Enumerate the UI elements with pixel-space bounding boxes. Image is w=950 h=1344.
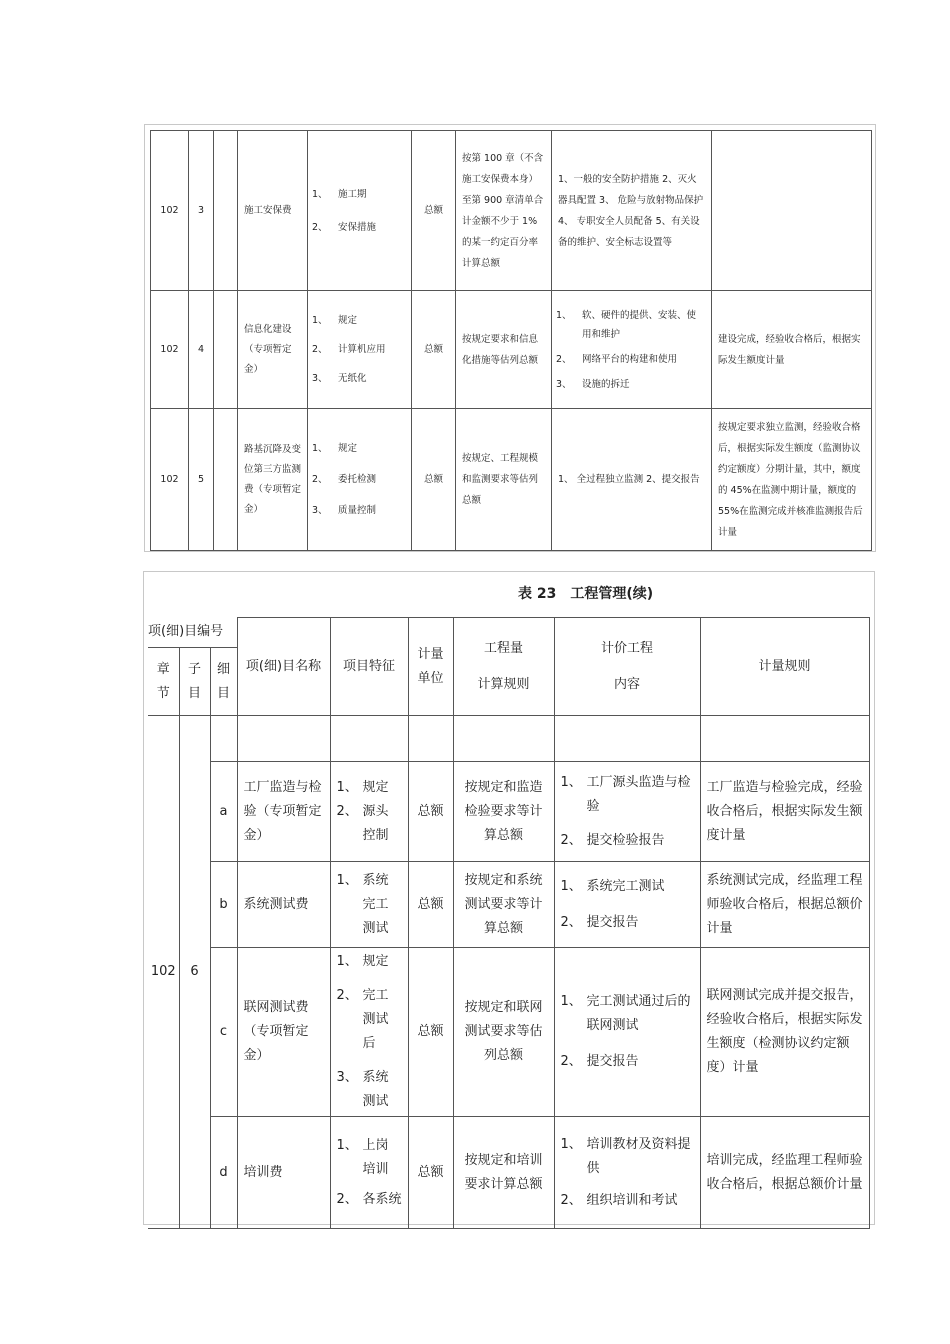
qty-rule-cell: 按规定和联网测试要求等估列总额	[453, 948, 554, 1117]
blank-cell	[237, 716, 330, 762]
unit-cell: 总额	[412, 131, 456, 291]
blank-cell	[408, 716, 453, 762]
blank-cell	[330, 716, 408, 762]
measure-rule-cell: 培训完成，经监理工程师验收合格后，根据总额价计量	[700, 1117, 869, 1229]
qty-rule-cell: 按规定和系统测试要求等计算总额	[453, 862, 554, 948]
work-item: 1、 软、硬件的提供、安装、使用和维护	[556, 309, 697, 340]
table-caption: 表 23 工程管理(续)	[518, 586, 654, 602]
work-item: 2、 提交报告	[560, 914, 639, 930]
measure-rule-cell: 系统测试完成，经监理工程师验收合格后，根据总额价计量	[700, 862, 869, 948]
features-cell	[330, 762, 408, 862]
chapter-cell: 102	[151, 131, 189, 291]
measure-rule-cell: 工厂监造与检验完成，经验收合格后，根据实际发生额度计量	[700, 762, 869, 862]
features-cell	[308, 291, 412, 409]
feature-item: 3、 无纸化	[312, 373, 367, 384]
feature-item: 2、 安保措施	[312, 221, 377, 233]
table-row	[151, 409, 872, 551]
work-content-cell	[554, 762, 700, 862]
unit-cell: 总额	[408, 948, 453, 1117]
work-content-header: 计价工程 内容	[554, 618, 700, 716]
blank-cell	[453, 716, 554, 762]
detail-header: 细目	[210, 648, 237, 716]
name-cell: 路基沉降及变位第三方监测费（专项暂定金）	[238, 409, 308, 551]
work-item: 1、 完工测试通过后的联网测试	[560, 994, 691, 1033]
work-item: 3、 设施的拆迁	[556, 378, 630, 390]
qty-rule-cell: 按第 100 章（不含施工安保费本身）至第 900 章清单合计金额不少于 1%的某一约定百分率计算总额	[456, 131, 552, 291]
qty-rule-header: 工程量 计算规则	[453, 618, 554, 716]
feature-item: 1、 上岗培训	[336, 1137, 389, 1177]
feature-item: 1、 施工期	[312, 188, 367, 200]
table-row	[148, 862, 869, 948]
work-content-cell: 1、一般的安全防护措施 2、灭火器具配置 3、 危险与放射物品保护 4、 专职安全人员配备 5、有关设备的维护、安全标志设置等	[552, 131, 712, 291]
lower-table	[148, 617, 870, 1229]
measure-rule-cell: 建设完成，经验收合格后，根据实际发生额度计量	[712, 291, 872, 409]
detail-cell	[214, 291, 238, 409]
measure-rule-cell: 按规定要求独立监测，经验收合格后，根据实际发生额度（监测协议约定额度）分期计量，其中，额度的 45%在监测中期计量，额度的 55%在监测完成并核准监测报告后计量	[712, 409, 872, 551]
sub-cell: 6	[179, 716, 210, 1229]
qty-rule-cell: 按规定和监造检验要求等计算总额	[453, 762, 554, 862]
feature-item: 1、 规定	[312, 315, 358, 326]
chapter-cell: 102	[151, 291, 189, 409]
name-cell: 信息化建设（专项暂定金）	[238, 291, 308, 409]
measure-rule-cell	[712, 131, 872, 291]
sub-header: 子目	[179, 648, 210, 716]
feature-item: 3、 系统测试	[336, 1070, 389, 1109]
blank-cell	[210, 716, 237, 762]
name-cell: 工厂监造与检验（专项暂定金）	[237, 762, 330, 862]
name-cell: 联网测试费（专项暂定金）	[237, 948, 330, 1117]
feature-item: 1、 规定	[312, 443, 358, 454]
name-cell: 施工安保费	[238, 131, 308, 291]
work-content-cell: 1、 全过程独立监测 2、提交报告	[552, 409, 712, 551]
table-row	[151, 291, 872, 409]
measure-rule-cell: 联网测试完成并提交报告，经验收合格后，根据实际发生额度（检测协议约定额度）计量	[700, 948, 869, 1117]
features-cell	[308, 131, 412, 291]
detail-cell	[214, 409, 238, 551]
work-content-cell	[554, 1117, 700, 1229]
feature-item: 2、 委托检测	[312, 474, 377, 485]
header-row	[148, 618, 869, 648]
unit-header: 计量单位	[408, 618, 453, 716]
unit-cell: 总额	[408, 1117, 453, 1229]
feature-item: 2、 源头控制	[336, 803, 389, 843]
table-row	[148, 1117, 869, 1229]
work-item: 2、 提交报告	[560, 1054, 639, 1069]
blank-cell	[700, 716, 869, 762]
qty-rule-cell: 按规定、工程规模和监测要求等估列总额	[456, 409, 552, 551]
table-row	[151, 131, 872, 291]
name-header: 项(细)目名称	[237, 618, 330, 716]
blank-cell	[554, 716, 700, 762]
qty-rule-cell: 按规定和培训要求计算总额	[453, 1117, 554, 1229]
unit-cell: 总额	[408, 762, 453, 862]
detail-cell: d	[210, 1117, 237, 1229]
upper-table	[150, 130, 872, 551]
detail-cell: a	[210, 762, 237, 862]
chapter-cell: 102	[148, 716, 179, 1229]
work-content-cell	[554, 862, 700, 948]
name-cell: 系统测试费	[237, 862, 330, 948]
feature-item: 3、 质量控制	[312, 505, 377, 516]
sub-cell: 3	[189, 131, 214, 291]
name-cell: 培训费	[237, 1117, 330, 1229]
feature-item: 2、 计算机应用	[312, 344, 386, 355]
table-row	[148, 762, 869, 862]
work-item: 2、 组织培训和考试	[560, 1192, 678, 1208]
sub-cell: 4	[189, 291, 214, 409]
features-cell	[330, 862, 408, 948]
feature-item: 2、 各系统	[336, 1191, 402, 1207]
feature-item: 1、 规定	[336, 954, 389, 969]
features-cell	[330, 1117, 408, 1229]
work-content-cell	[552, 291, 712, 409]
unit-cell: 总额	[408, 862, 453, 948]
work-item: 2、 网络平台的构建和使用	[556, 353, 678, 365]
work-item: 2、 提交检验报告	[560, 832, 665, 848]
sub-cell: 5	[189, 409, 214, 551]
features-cell	[308, 409, 412, 551]
features-header: 项目特征	[330, 618, 408, 716]
work-item: 1、 工厂源头监造与检验	[560, 774, 691, 814]
qty-rule-cell: 按规定要求和信息化措施等估列总额	[456, 291, 552, 409]
unit-cell: 总额	[412, 291, 456, 409]
work-item: 1、 系统完工测试	[560, 878, 665, 894]
features-cell	[330, 948, 408, 1117]
feature-item: 1、 系统完工测试	[336, 872, 389, 936]
detail-cell: b	[210, 862, 237, 948]
detail-cell: c	[210, 948, 237, 1117]
unit-cell: 总额	[412, 409, 456, 551]
feature-item: 2、 完工测试后	[336, 988, 389, 1051]
table-row	[148, 948, 869, 1117]
item-no-header: 项(细)目编号	[148, 618, 237, 648]
work-content-cell	[554, 948, 700, 1117]
blank-row	[148, 716, 869, 762]
chapter-header: 章节	[148, 648, 179, 716]
work-item: 1、 培训教材及资料提供	[560, 1136, 691, 1176]
chapter-cell: 102	[151, 409, 189, 551]
measure-rule-header: 计量规则	[700, 618, 869, 716]
feature-item: 1、 规定	[336, 779, 389, 795]
detail-cell	[214, 131, 238, 291]
